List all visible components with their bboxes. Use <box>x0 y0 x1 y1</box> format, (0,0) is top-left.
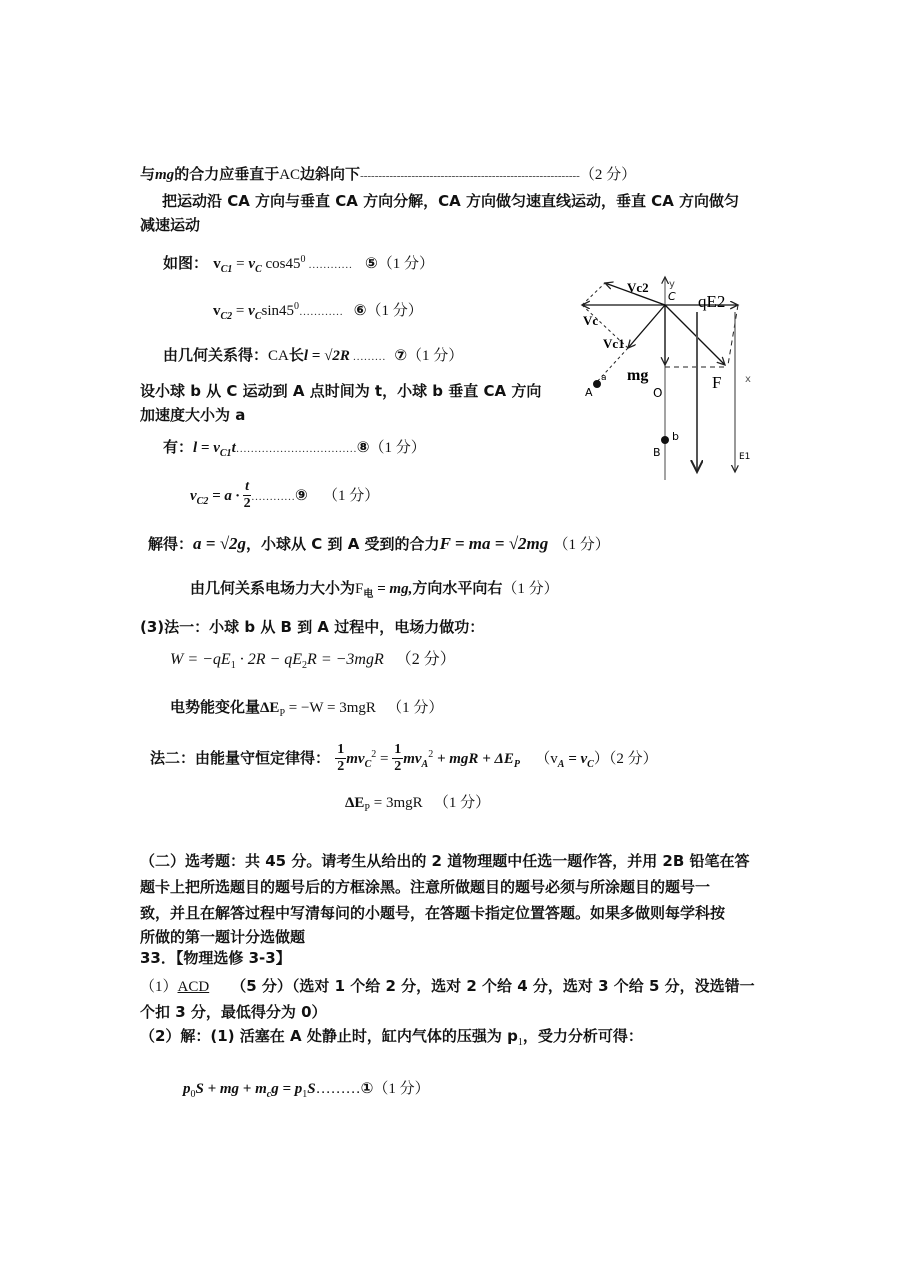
resultant-f-arrow <box>665 305 725 365</box>
math-expr: S <box>307 1081 316 1097</box>
line-resultant-force <box>140 164 636 186</box>
func: cos45 <box>261 256 301 272</box>
label-vc2: Vc2 <box>627 280 649 295</box>
text: ，小球从 C 到 A 受到的合力 <box>246 535 440 553</box>
sub: C <box>587 759 594 770</box>
dashed-line-ca <box>595 348 628 384</box>
label-b-ball: b <box>672 430 679 443</box>
sup: 2 <box>428 749 434 760</box>
equation-energy <box>150 735 658 785</box>
label-a-ball: a <box>601 373 607 383</box>
v: v <box>248 256 256 272</box>
dots: …………………………… <box>235 443 357 455</box>
math-l: l <box>303 348 309 364</box>
math-expr: ΔE <box>345 795 365 811</box>
label-y: y <box>669 279 675 290</box>
sub: C <box>255 264 262 275</box>
condition: = v <box>564 751 588 767</box>
dots: ……… <box>349 351 389 363</box>
sub: 1 <box>517 1037 523 1048</box>
section-2-line-1: （二）选考题：共 45 分。请考生从给出的 2 道物理题中任选一题作答，并用 2B 铅笔在答 <box>140 852 750 870</box>
numerator: 1 <box>394 742 402 757</box>
label-b-point: B <box>653 446 661 459</box>
sub: 2 <box>302 660 308 672</box>
dots: ………… <box>299 306 346 318</box>
ball-a <box>593 380 601 388</box>
answer: ACD <box>177 979 210 995</box>
eq-number: ⑦ <box>394 346 408 364</box>
label-a-point: A <box>585 386 593 399</box>
score: （1 分） <box>502 581 559 597</box>
sup: 2 <box>371 749 377 760</box>
label: 由几何关系得： <box>163 346 269 364</box>
equation-8 <box>163 437 426 464</box>
label: 解得： <box>148 535 194 553</box>
sub: C <box>364 759 372 770</box>
math-expr: R = −3mgR <box>307 651 384 668</box>
math-expr: + mgR + ΔE <box>433 751 514 767</box>
label: 电势能变化量 <box>170 698 261 716</box>
score: （1 分） <box>407 348 464 364</box>
line-decompose: 把运动沿 CA 方向与垂直 CA 方向分解，CA 方向做匀速直线运动，垂直 CA 方向做匀 <box>162 192 740 210</box>
text: 方向水平向右 <box>412 579 503 597</box>
equation-9 <box>190 475 379 522</box>
text: 与 <box>140 165 156 183</box>
v: v <box>213 256 221 272</box>
section-2-line-2: 题卡上把所选题目的题号后的方框涂黑。注意所做题目的题号必须与所涂题目的题号一 <box>140 878 711 896</box>
label-ca: CA <box>268 348 289 364</box>
score: （1 分） <box>387 700 444 716</box>
condition: （v <box>535 751 558 767</box>
label: （1） <box>140 979 178 995</box>
numerator: t <box>245 479 250 494</box>
sub: P <box>513 759 521 770</box>
question-33-heading: 33．【物理选修 3-3】 <box>140 949 291 967</box>
math-expr: S + mg + m <box>195 1081 267 1097</box>
equation-7 <box>163 345 463 367</box>
label-vc: Vc <box>583 313 599 328</box>
equation-1 <box>183 1078 430 1105</box>
label-c: C <box>668 290 676 303</box>
physics-diagram <box>565 262 765 482</box>
label-e1: E1 <box>739 452 751 462</box>
math-expr: = √2R <box>308 348 350 364</box>
sub: A <box>557 759 565 770</box>
score: （5 分） <box>231 977 292 995</box>
fraction-half <box>392 742 403 775</box>
line-assume: 设小球 b 从 C 运动到 A 点时间为 t，小球 b 垂直 CA 方向 <box>140 382 542 400</box>
eq-number: ⑥ <box>353 301 367 319</box>
dots: ………… <box>251 491 296 503</box>
text: 边斜向下 <box>300 165 361 183</box>
v: v <box>213 303 221 319</box>
dots: ………… <box>305 259 355 271</box>
math-expr: = −W = 3mgR <box>285 700 376 716</box>
sub: C2 <box>196 496 209 507</box>
label-x: x <box>745 374 751 385</box>
equation-ep-2 <box>345 792 490 819</box>
dashed-line <box>728 305 738 365</box>
score: （1 分） <box>553 537 610 553</box>
dots: ……… <box>315 1081 361 1097</box>
sub: 1 <box>230 660 236 672</box>
label-mg: mg <box>627 367 649 384</box>
line-solution <box>148 534 610 555</box>
sub: 1 <box>302 1089 308 1100</box>
condition: ） <box>593 751 609 767</box>
score: （1 分） <box>373 1081 430 1097</box>
score: （1 分） <box>433 795 491 811</box>
math-expr: W = −qE <box>170 651 231 668</box>
rule: （选对 1 个给 2 分，选对 2 个给 4 分，选对 3 个给 5 分，没选错一 <box>291 977 755 995</box>
math-expr: g = p <box>271 1081 303 1097</box>
sub: C2 <box>220 311 233 322</box>
equation-5 <box>163 250 434 280</box>
denominator: 2 <box>337 759 345 774</box>
denominator: 2 <box>243 496 251 511</box>
line-method-1: (3)法一：小球 b 从 B 到 A 过程中，电场力做功： <box>140 618 485 636</box>
ball-b <box>661 436 669 444</box>
label: 有： <box>163 438 194 456</box>
label-qe2: qE2 <box>698 292 726 311</box>
text: 由几何关系电场力大小为 <box>190 579 356 597</box>
numerator: 1 <box>337 742 345 757</box>
eq: = <box>376 751 393 767</box>
math-expr: · 2R − qE <box>235 651 303 668</box>
sup: 0 <box>294 301 299 312</box>
eq: = <box>232 303 249 319</box>
sup: 0 <box>300 254 306 265</box>
math-p: p <box>183 1081 191 1097</box>
sub: 电 <box>363 589 374 600</box>
label-ac: AC <box>279 167 301 183</box>
section-2-line-4: 所做的第一题计分选做题 <box>140 928 306 946</box>
score: （1 分） <box>369 440 426 456</box>
math-expr: l = v <box>193 440 220 456</box>
eq: = <box>232 256 249 272</box>
fraction-t-over-2 <box>243 479 251 512</box>
part-2-intro <box>140 1026 643 1053</box>
eq-number: ⑨ <box>295 486 308 504</box>
math-mg: mg <box>155 167 175 183</box>
eq-number: ⑤ <box>364 254 378 272</box>
sub: P <box>364 803 370 814</box>
sub: 0 <box>190 1089 196 1100</box>
score: （2 分） <box>608 751 658 767</box>
v: v <box>248 303 255 319</box>
math-mv: mv <box>346 751 365 767</box>
score: （1 分） <box>322 488 380 504</box>
eq-number: ⑧ <box>356 438 370 456</box>
fraction-half <box>335 742 346 775</box>
label-vc1: Vc1 <box>603 336 625 351</box>
line-assume-2: 加速度大小为 a <box>140 406 246 424</box>
eq-number: ① <box>360 1079 374 1097</box>
line-decelerate: 减速运动 <box>140 216 201 234</box>
math-expr: = 3mgR <box>369 795 423 811</box>
section-2-line-3: 致，并且在解答过程中写清每问的小题号，在答题卡指定位置答题。如果多做则每学科按 <box>140 904 726 922</box>
label-f: F <box>712 373 722 392</box>
text: （2）解：(1) 活塞在 A 处静止时，缸内气体的压强为 p <box>140 1027 518 1045</box>
math-t: t <box>231 440 236 456</box>
math-F: F <box>355 581 364 597</box>
equation-work <box>170 650 456 676</box>
text: 长 <box>288 346 304 364</box>
sub: C <box>254 311 262 322</box>
part-1-rule-2: 个扣 3 分，最低得分为 0） <box>140 1003 327 1021</box>
label: 法二：由能量守恒定律得： <box>150 749 331 767</box>
score: （1 分） <box>366 303 423 319</box>
sub: P <box>279 708 285 719</box>
label: 如图： <box>163 254 209 272</box>
denominator: 2 <box>394 759 402 774</box>
part-1-answer <box>140 976 755 997</box>
line-field-force <box>190 578 559 605</box>
math-a: a = √2g <box>193 534 247 553</box>
math-expr: ΔE <box>260 700 280 716</box>
score: （2 分） <box>395 651 456 668</box>
math-mid: = a · <box>208 488 244 504</box>
math-f: F = ma = √2mg <box>439 534 549 553</box>
func: sin45 <box>261 303 294 319</box>
sub: C1 <box>220 264 233 275</box>
text: 的合力应垂直于 <box>174 165 280 183</box>
math-mv: mv <box>403 751 422 767</box>
equation-ep-1 <box>170 697 443 724</box>
score: （1 分） <box>377 256 434 272</box>
math-expr: = mg, <box>373 581 413 597</box>
equation-6 <box>213 297 423 327</box>
text: ，受力分析可得： <box>522 1027 643 1045</box>
score: （2 分） <box>579 167 637 183</box>
dashed-line <box>582 283 605 305</box>
sub: A <box>421 759 429 770</box>
v: v <box>190 488 197 504</box>
sub: c <box>266 1089 272 1100</box>
label-o: O <box>653 386 663 400</box>
sub: C1 <box>219 448 232 459</box>
dash-leader: ------------------------------------------------------------ <box>360 170 580 182</box>
